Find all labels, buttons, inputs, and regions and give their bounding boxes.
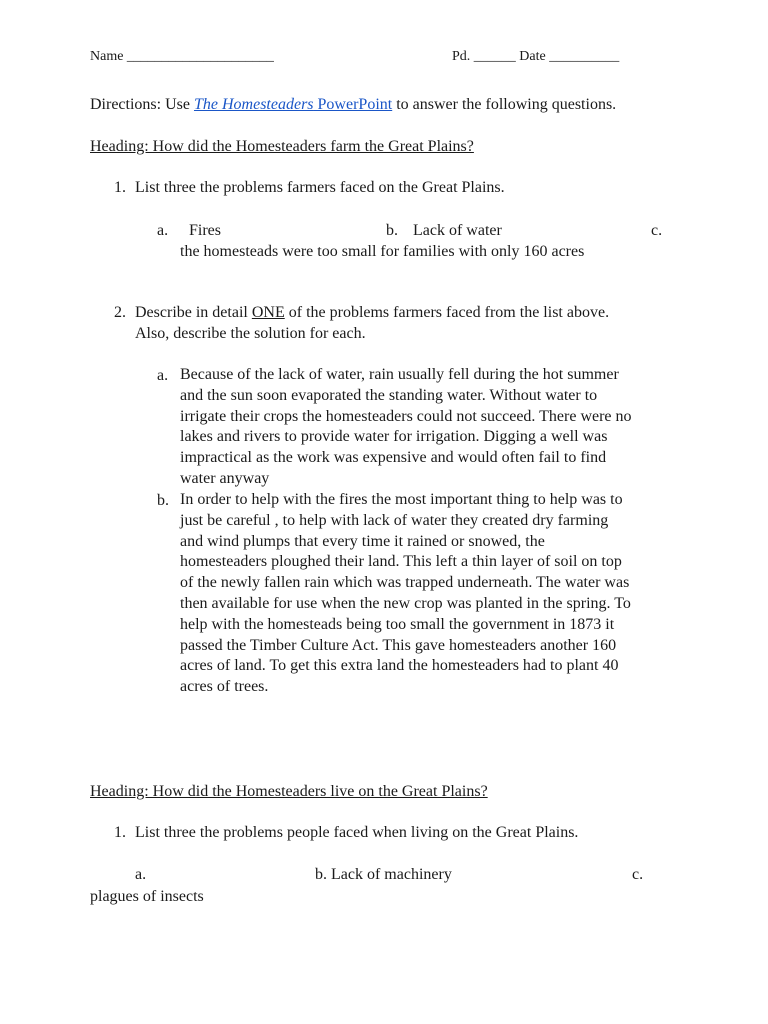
s1-q2-number: 2. [114, 304, 126, 321]
answer-line: lakes and rivers to provide water for irrigation. Digging a well was [180, 428, 608, 446]
answer-line: In order to help with the fires the most important thing to help was to [180, 491, 623, 508]
s1-q1-number: 1. [114, 179, 126, 196]
s1-q1-c-answer: the homesteads were too small for families with only 160 acres [180, 243, 585, 260]
s2-q1-b-answer: b. Lack of machinery [315, 866, 452, 883]
s2-q1-a-marker: a. [135, 866, 147, 883]
directions-prefix: Directions: Use [90, 96, 194, 113]
directions [90, 94, 616, 115]
answer-line: irrigate their crops the homesteaders could not succeed. There were no [180, 407, 632, 425]
s2-q1-c-answer: plagues of insects [90, 888, 204, 905]
answer-line: just be careful , to help with lack of water they created dry farming [180, 511, 609, 529]
s1-q2-line1-post: of the problems farmers faced from the list above. [284, 304, 610, 321]
answer-line: of the newly fallen rain which was trapped underneath. The water was [180, 574, 630, 592]
s1-q1-a-marker: a. [157, 222, 169, 239]
answer-line: Because of the lack of water, rain usually fell during the hot summer [180, 366, 619, 383]
s2-q1-number: 1. [114, 824, 126, 841]
s1-q1-c-marker: c. [651, 222, 663, 239]
s1-q1-b-answer: Lack of water [413, 222, 502, 239]
s1-q1-b-marker: b. [386, 222, 398, 239]
s1-q2-a-marker: a. [157, 367, 169, 384]
answer-line: acres of trees. [180, 678, 269, 696]
s1-q2-line1-emphasis: ONE [251, 304, 285, 321]
s1-q1-text: List three the problems farmers faced on the Great Plains. [135, 179, 505, 196]
s1-q2-b-marker: b. [157, 492, 169, 509]
section2-heading: Heading: How did the Homesteaders live on the Great Plains? [90, 783, 488, 800]
s1-q1-a-answer: Fires [189, 222, 221, 239]
section1-heading: Heading: How did the Homesteaders farm the Great Plains? [90, 138, 474, 155]
answer-line: impractical as the work was expensive and would often fail to find [180, 449, 607, 467]
s2-q1-text: List three the problems people faced when living on the Great Plains. [135, 824, 579, 841]
s2-q1-c-marker: c. [632, 866, 644, 883]
answer-line: help with the homesteads being too small the government in 1873 it [180, 615, 615, 633]
powerpoint-link[interactable] [194, 96, 392, 113]
s1-q2-a-answer [180, 365, 700, 490]
directions-suffix: to answer the following questions. [392, 96, 617, 113]
period-date-field-label: Pd. ______ Date __________ [452, 49, 620, 64]
s1-q2-line2: Also, describe the solution for each. [135, 325, 366, 342]
answer-line: then available for use when the new crop was planted in the spring. To [180, 594, 631, 612]
answer-line: water anyway [180, 469, 270, 487]
powerpoint-link-rest: PowerPoint [313, 96, 393, 113]
answer-line: passed the Timber Culture Act. This gave homesteaders another 160 [180, 636, 617, 654]
s1-q2-line1 [135, 302, 609, 323]
name-field-label: Name _____________________ [90, 49, 274, 64]
answer-line: acres of land. To get this extra land the homesteaders had to plant 40 [180, 657, 619, 675]
answer-line: and the sun soon evaporated the standing water. Without water to [180, 386, 598, 404]
s1-q2-b-answer [180, 490, 700, 698]
answer-line: and wind plumps that every time it rained or snowed, the [180, 532, 545, 550]
answer-line: homesteaders ploughed their land. This left a thin layer of soil on top [180, 553, 622, 571]
powerpoint-link-italic: The Homesteaders [193, 96, 314, 113]
s1-q2-line1-pre: Describe in detail [135, 304, 252, 321]
